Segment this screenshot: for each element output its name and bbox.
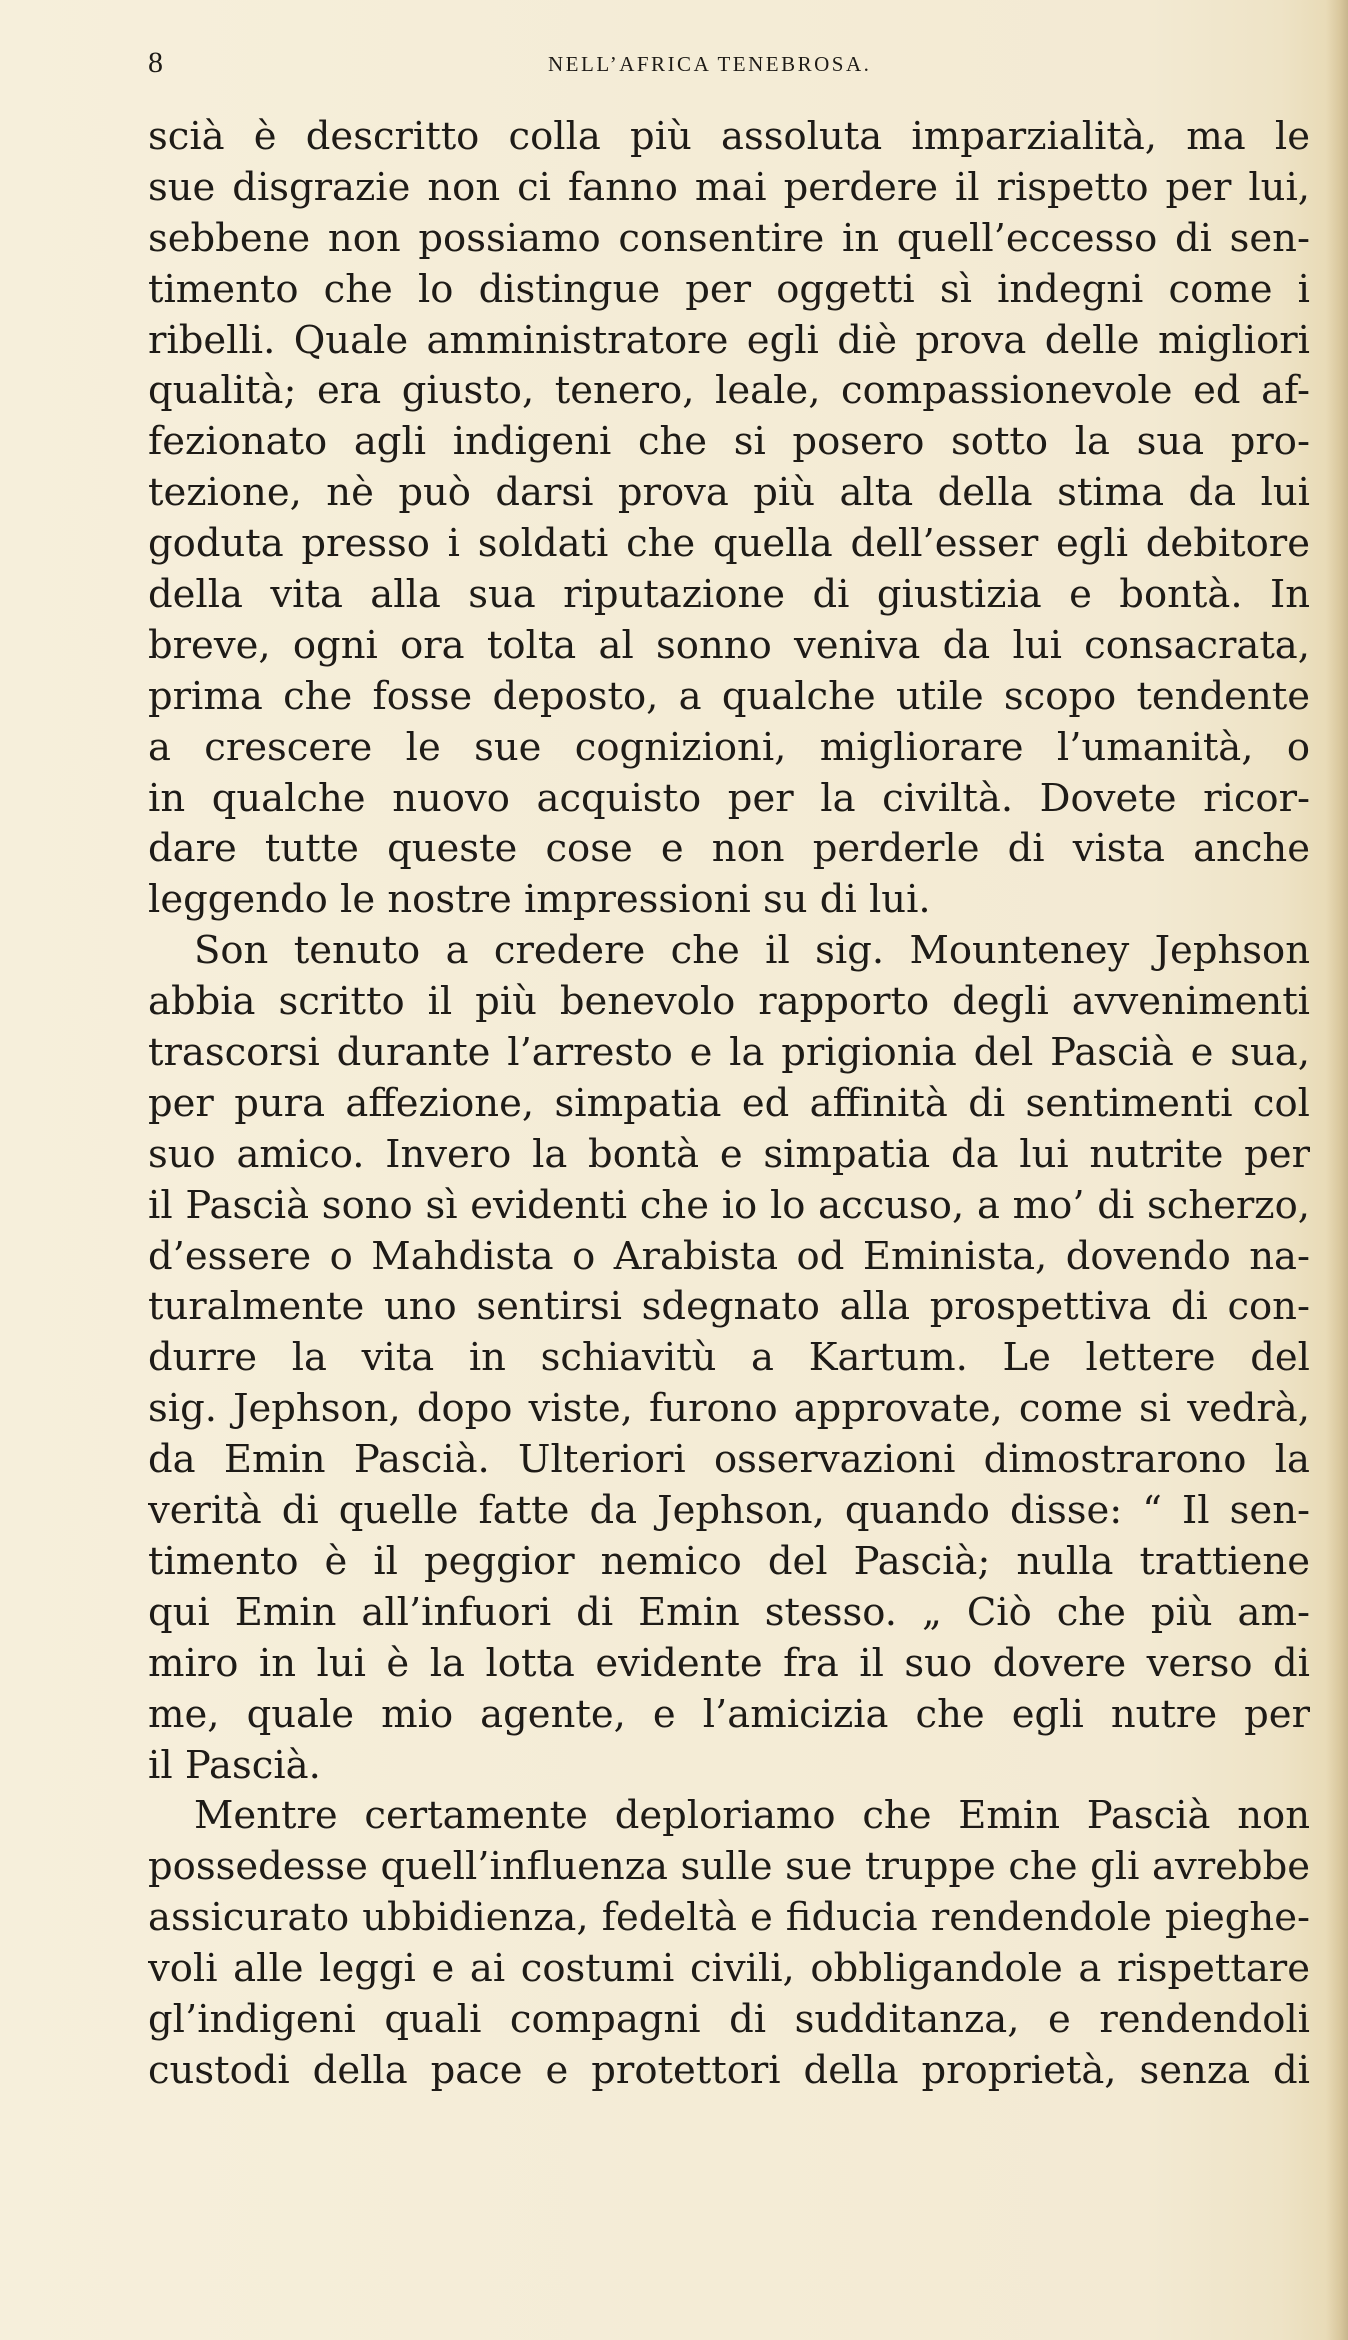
text-line: verità di quelle fatte da Jephson, quando disse: “ Il sen- [148,1488,1310,1534]
text-line: goduta presso i soldati che quella dell’esser egli debitore [148,521,1310,567]
text-line: sue disgrazie non ci fanno mai perdere il rispetto per lui, [148,164,1310,210]
text-line: il Pascià. [148,1742,321,1788]
text-line: fezionato agli indigeni che si posero sotto la sua pro- [148,419,1310,465]
page-edge-shadow [1326,0,1348,2340]
text-line: voli alle leggi e ai costumi civili, obbligandole a rispettare [148,1946,1310,1992]
text-line: me, quale mio agente, e l’amicizia che egli nutre per [148,1691,1310,1737]
text-line: da Emin Pascià. Ulteriori osservazioni dimostrarono la [148,1437,1310,1483]
text-line: durre la vita in schiavitù a Kartum. Le lettere del [148,1335,1310,1381]
text-line: timento che lo distingue per oggetti sì indegni come i [148,266,1310,312]
text-line: a crescere le sue cognizioni, migliorare l’umanità, o [148,724,1310,770]
text-line: miro in lui è la lotta evidente fra il suo dovere verso di [148,1640,1310,1686]
text-line: turalmente uno sentirsi sdegnato alla prospettiva di con- [148,1284,1310,1330]
text-line: abbia scritto il più benevolo rapporto degli avvenimenti [148,979,1310,1025]
text-line: d’essere o Mahdista o Arabista od Eminista, dovendo na- [148,1233,1310,1279]
page-number: 8 [148,46,163,79]
text-line: dare tutte queste cose e non perderle di vista anche [148,826,1310,872]
text-line: qui Emin all’infuori di Emin stesso. „ Ciò che più am- [148,1589,1310,1635]
paragraph-start-line: Mentre certamente deploriamo che Emin Pascià non [194,1793,1310,1839]
running-title: NELL’AFRICA TENEBROSA. [548,52,872,76]
running-head [148,46,1310,86]
text-line: qualità; era giusto, tenero, leale, compassionevole ed af- [148,368,1310,414]
text-line: in qualche nuovo acquisto per la civiltà. Dovete ricor- [148,775,1310,821]
text-line: prima che fosse deposto, a qualche utile scopo tendente [148,673,1310,719]
text-line: sebbene non possiamo consentire in quell’eccesso di sen- [148,215,1310,261]
text-line: timento è il peggior nemico del Pascià; nulla trattiene [148,1538,1310,1584]
text-line: della vita alla sua riputazione di giustizia e bontà. In [148,572,1310,618]
text-line: ribelli. Quale amministratore egli diè prova delle migliori [148,317,1310,363]
text-line: suo amico. Invero la bontà e simpatia da lui nutrite per [148,1131,1310,1177]
text-line: breve, ogni ora tolta al sonno veniva da lui consacrata, [148,622,1310,668]
text-line: custodi della pace e protettori della proprietà, senza di [148,2047,1310,2093]
text-line: leggendo le nostre impressioni su di lui. [148,877,931,923]
text-line: gl’indigeni quali compagni di sudditanza, e rendendoli [148,1996,1310,2042]
text-line: scià è descritto colla più assoluta imparzialità, ma le [148,114,1310,159]
text-line: trascorsi durante l’arresto e la prigionia del Pascià e sua, [148,1030,1310,1076]
text-line: possedesse quell’influenza sulle sue truppe che gli avrebbe [148,1844,1310,1890]
text-line: il Pascià sono sì evidenti che io lo accuso, a mo’ di scherzo, [148,1182,1310,1228]
text-line: per pura affezione, simpatia ed affinità di sentimenti col [148,1080,1310,1126]
text-line: sig. Jephson, dopo viste, furono approvate, come si vedrà, [148,1386,1310,1432]
text-line: tezione, nè può darsi prova più alta della stima da lui [148,470,1310,516]
text-line: assicurato ubbidienza, fedeltà e fiducia rendendole pieghe- [148,1895,1310,1941]
body-text [148,112,1310,2097]
paragraph-start-line: Son tenuto a credere che il sig. Mounteney Jephson [194,928,1310,974]
